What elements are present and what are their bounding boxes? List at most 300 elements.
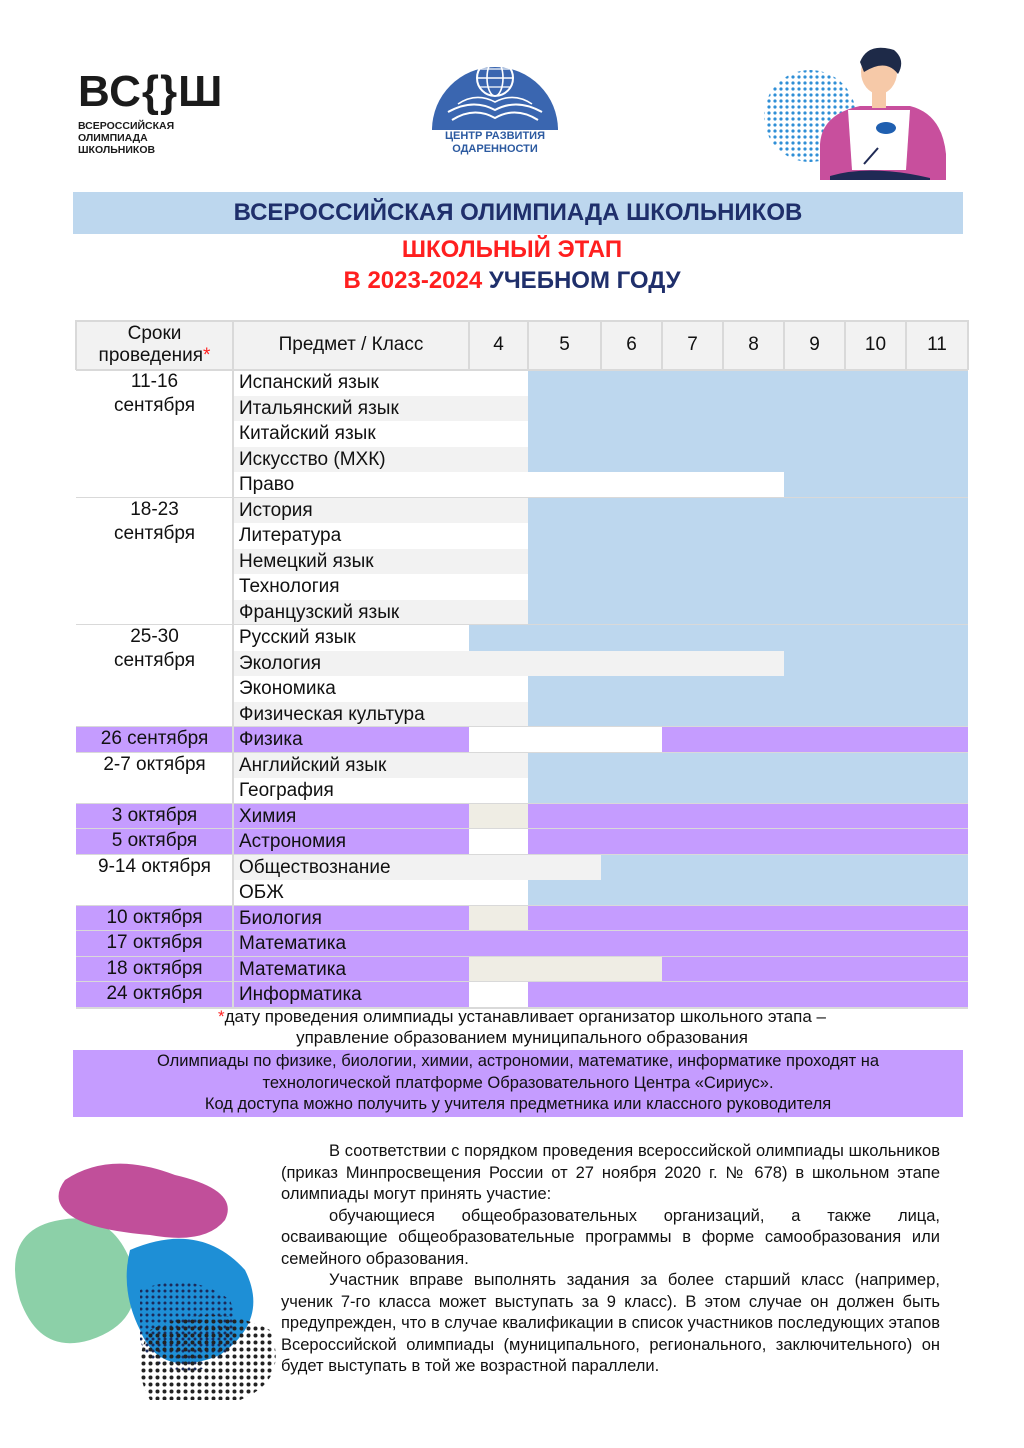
table-top-border — [76, 320, 968, 322]
grade-cell — [845, 829, 906, 855]
subject-cell: Технология — [233, 574, 469, 600]
footnote — [76, 1006, 968, 1048]
grade-cell — [528, 549, 601, 575]
grade-cell — [469, 651, 528, 677]
date-line: 17 октября — [106, 932, 203, 953]
header-star: * — [203, 345, 211, 366]
grade-cell — [601, 906, 662, 932]
subject-cell: Русский язык — [233, 625, 469, 651]
header-subject: Предмет / Класс — [233, 320, 469, 370]
grade-cell — [723, 396, 784, 422]
grade-cell — [723, 651, 784, 677]
grade-cell — [906, 753, 968, 779]
date-cell — [76, 982, 233, 1008]
grade-cell — [662, 651, 723, 677]
column-separator — [967, 320, 969, 370]
grade-cell — [723, 370, 784, 396]
grade-cell — [845, 906, 906, 932]
grade-cell — [528, 676, 601, 702]
grade-cell — [601, 855, 662, 881]
grade-cell — [528, 804, 601, 830]
year-subtitle-years: В 2023-2024 — [343, 267, 483, 294]
grade-cell — [601, 498, 662, 524]
header-grade: 7 — [662, 320, 723, 370]
subject-cell: География — [233, 778, 469, 804]
grade-cell — [784, 855, 845, 881]
grade-cell — [784, 957, 845, 983]
grade-cell — [784, 396, 845, 422]
grade-cell — [784, 370, 845, 396]
grade-cell — [662, 906, 723, 932]
footnote-line-1 — [76, 1006, 968, 1027]
grade-cell — [662, 472, 723, 498]
grade-cell — [784, 906, 845, 932]
subject-cell: Обществознание — [233, 855, 469, 881]
grade-cell — [528, 472, 601, 498]
grade-cell — [906, 906, 968, 932]
grade-cell — [601, 625, 662, 651]
grade-cell — [723, 625, 784, 651]
grade-cell — [906, 957, 968, 983]
grade-cell — [906, 880, 968, 906]
header-grade: 6 — [601, 320, 662, 370]
grade-cell — [528, 625, 601, 651]
grade-cell — [662, 574, 723, 600]
grade-cell — [906, 829, 968, 855]
header-separator — [76, 369, 968, 371]
grade-cell — [528, 421, 601, 447]
grade-cell — [845, 574, 906, 600]
grade-cell — [784, 982, 845, 1008]
grade-cell — [723, 676, 784, 702]
grade-cell — [469, 625, 528, 651]
header-grade: 11 — [906, 320, 968, 370]
grade-cell — [845, 523, 906, 549]
grade-cell — [845, 931, 906, 957]
date-cell — [76, 625, 233, 727]
grade-cell — [845, 549, 906, 575]
grade-cell — [528, 651, 601, 677]
grade-cell — [528, 957, 601, 983]
grade-cell — [469, 880, 528, 906]
grade-cell — [845, 855, 906, 881]
grade-cell — [845, 651, 906, 677]
date-cell — [76, 855, 233, 906]
grade-cell — [784, 472, 845, 498]
grade-cell — [845, 600, 906, 626]
grade-cell — [601, 702, 662, 728]
subject-cell: Итальянский язык — [233, 396, 469, 422]
grade-cell — [601, 523, 662, 549]
grade-cell — [528, 906, 601, 932]
grade-cell — [662, 498, 723, 524]
grade-cell — [601, 829, 662, 855]
page-title: ВСЕРОССИЙСКАЯ ОЛИМПИАДА ШКОЛЬНИКОВ — [233, 199, 803, 226]
grade-cell — [469, 523, 528, 549]
title-band — [73, 192, 963, 234]
grade-cell — [784, 600, 845, 626]
grade-cell — [906, 855, 968, 881]
grade-cell — [723, 421, 784, 447]
date-line: 24 октября — [106, 983, 203, 1004]
grade-cell — [784, 498, 845, 524]
grade-cell — [528, 931, 601, 957]
subject-cell: Французский язык — [233, 600, 469, 626]
header-grade: 4 — [469, 320, 528, 370]
header-grade: 10 — [845, 320, 906, 370]
grade-cell — [845, 421, 906, 447]
grade-cell — [723, 523, 784, 549]
grade-cell — [662, 727, 723, 753]
grade-cell — [845, 880, 906, 906]
subject-cell: Химия — [233, 804, 469, 830]
grade-cell — [469, 855, 528, 881]
footnote-line-2: управление образованием муниципального образования — [296, 1028, 748, 1047]
grade-cell — [601, 549, 662, 575]
grade-cell — [906, 676, 968, 702]
grade-cell — [601, 880, 662, 906]
grade-cell — [845, 472, 906, 498]
grade-cell — [528, 753, 601, 779]
grade-cell — [784, 880, 845, 906]
grade-cell — [723, 447, 784, 473]
grade-cell — [662, 855, 723, 881]
grade-cell — [469, 498, 528, 524]
grade-cell — [469, 829, 528, 855]
grade-cell — [784, 778, 845, 804]
grade-cell — [784, 702, 845, 728]
header-grade: 8 — [723, 320, 784, 370]
grade-cell — [528, 498, 601, 524]
grade-cell — [784, 421, 845, 447]
grade-cell — [906, 523, 968, 549]
vsosh-subtitle-line: ОЛИМПИАДА — [78, 132, 148, 144]
grade-cell — [469, 676, 528, 702]
grade-cell — [601, 472, 662, 498]
grade-cell — [469, 778, 528, 804]
grade-cell — [528, 855, 601, 881]
subject-cell: История — [233, 498, 469, 524]
schedule-table — [76, 320, 968, 1004]
subject-cell: Физическая культура — [233, 702, 469, 728]
grade-cell — [784, 625, 845, 651]
grade-cell — [723, 778, 784, 804]
grade-cell — [906, 600, 968, 626]
date-line: 2-7 октября — [103, 753, 206, 775]
vsosh-logo-subtitle — [78, 120, 268, 156]
subject-cell: Физика — [233, 727, 469, 753]
sirius-notice — [73, 1050, 963, 1117]
logo-text-line: ЦЕНТР РАЗВИТИЯ — [444, 130, 545, 142]
grade-cell — [906, 370, 968, 396]
student-illustration — [760, 44, 960, 180]
sirius-notice-line: Код доступа можно получить у учителя предметника или классного руководителя — [204, 1095, 832, 1113]
sirius-notice-line: Олимпиады по физике, биологии, химии, астрономии, математике, информатике проходят на — [156, 1052, 880, 1070]
grade-cell — [601, 600, 662, 626]
subject-cell: Искусство (МХК) — [233, 447, 469, 473]
date-line: 11-16 — [130, 371, 179, 392]
rules-text — [281, 1141, 940, 1378]
grade-cell — [723, 855, 784, 881]
header-dates — [76, 320, 233, 370]
date-line: 25-30 — [130, 626, 179, 647]
header-dates-line: Сроки — [127, 323, 182, 344]
grade-cell — [601, 421, 662, 447]
grade-cell — [528, 778, 601, 804]
date-cell — [76, 753, 233, 804]
date-line: 9-14 октября — [98, 855, 211, 877]
grade-cell — [662, 982, 723, 1008]
grade-cell — [662, 804, 723, 830]
grade-cell — [601, 753, 662, 779]
date-cell — [76, 804, 233, 830]
grade-cell — [723, 574, 784, 600]
year-subtitle-words: УЧЕБНОМ ГОДУ — [488, 267, 681, 294]
column-separator — [844, 320, 846, 370]
grade-cell — [469, 906, 528, 932]
column-separator — [527, 320, 529, 370]
subject-cell: ОБЖ — [233, 880, 469, 906]
grade-cell — [784, 753, 845, 779]
grade-cell — [528, 370, 601, 396]
date-line: 5 октября — [111, 830, 198, 851]
grade-cell — [469, 702, 528, 728]
grade-cell — [723, 727, 784, 753]
vsosh-subtitle-line: ШКОЛЬНИКОВ — [78, 144, 156, 156]
grade-cell — [845, 778, 906, 804]
grade-cell — [845, 498, 906, 524]
sirius-notice-line: технологической платформе Образовательного Центра «Сириус». — [262, 1073, 774, 1092]
globe-book-icon — [428, 42, 562, 132]
grade-cell — [469, 370, 528, 396]
talent-center-logo — [428, 42, 562, 162]
date-line: 10 октября — [106, 906, 203, 928]
vsosh-logo — [78, 67, 268, 160]
footnote-star: * — [217, 1007, 225, 1026]
grade-cell — [469, 600, 528, 626]
grade-cell — [601, 574, 662, 600]
grade-cell — [906, 702, 968, 728]
grade-cell — [469, 804, 528, 830]
grade-cell — [723, 906, 784, 932]
grade-cell — [845, 396, 906, 422]
subject-cell: Китайский язык — [233, 421, 469, 447]
header-grade: 5 — [528, 320, 601, 370]
grade-cell — [845, 676, 906, 702]
date-cell — [76, 370, 233, 498]
grade-cell — [784, 523, 845, 549]
date-cell — [76, 906, 233, 932]
grade-cell — [662, 778, 723, 804]
grade-cell — [723, 600, 784, 626]
subject-cell: Математика — [233, 957, 469, 983]
grade-cell — [528, 396, 601, 422]
grade-cell — [784, 574, 845, 600]
grade-cell — [845, 753, 906, 779]
grade-cell — [845, 447, 906, 473]
grade-cell — [845, 370, 906, 396]
grade-cell — [662, 829, 723, 855]
grade-cell — [662, 396, 723, 422]
grade-cell — [723, 880, 784, 906]
column-separator — [468, 320, 470, 370]
grade-cell — [601, 396, 662, 422]
grade-cell — [528, 982, 601, 1008]
date-cell — [76, 931, 233, 957]
date-cell — [76, 498, 233, 626]
grade-cell — [662, 753, 723, 779]
date-line: сентября — [113, 522, 196, 544]
grade-cell — [906, 778, 968, 804]
grade-cell — [906, 472, 968, 498]
grade-cell — [906, 421, 968, 447]
column-separator — [905, 320, 907, 370]
grade-cell — [469, 472, 528, 498]
subject-cell: Английский язык — [233, 753, 469, 779]
date-line: 18 октября — [106, 957, 203, 979]
grade-cell — [723, 931, 784, 957]
grade-cell — [662, 957, 723, 983]
grade-cell — [906, 574, 968, 600]
grade-cell — [601, 370, 662, 396]
subject-cell: Литература — [233, 523, 469, 549]
grade-cell — [662, 880, 723, 906]
grade-cell — [469, 549, 528, 575]
logo-text-line: ОДАРЕННОСТИ — [452, 143, 538, 155]
grade-cell — [469, 727, 528, 753]
rules-paragraph: В соответствии с порядком проведения всероссийской олимпиады школьников (приказ Минпросвещения России от 27 ноября 2020 г. № 678) в школьном этапе олимпиады могут принять участие: — [281, 1142, 940, 1203]
subject-cell: Астрономия — [233, 829, 469, 855]
grade-cell — [528, 447, 601, 473]
grade-cell — [469, 982, 528, 1008]
grade-cell — [662, 447, 723, 473]
grade-cell — [528, 880, 601, 906]
grade-cell — [845, 702, 906, 728]
grade-cell — [662, 523, 723, 549]
subject-cell: Информатика — [233, 982, 469, 1008]
grade-cell — [906, 549, 968, 575]
date-line: сентября — [113, 395, 196, 416]
grade-cell — [906, 931, 968, 957]
column-separator — [783, 320, 785, 370]
grade-cell — [528, 702, 601, 728]
grade-cell — [906, 447, 968, 473]
grade-cell — [662, 676, 723, 702]
talent-center-logo-text — [428, 130, 562, 156]
grade-cell — [845, 625, 906, 651]
decorative-blobs — [0, 1150, 290, 1400]
column-separator — [600, 320, 602, 370]
year-subtitle — [0, 267, 1024, 295]
date-cell — [76, 829, 233, 855]
grade-cell — [528, 727, 601, 753]
grade-cell — [528, 829, 601, 855]
date-line: 3 октября — [111, 804, 198, 826]
subject-cell: Немецкий язык — [233, 549, 469, 575]
grade-cell — [469, 931, 528, 957]
grade-cell — [723, 804, 784, 830]
header-dates-line: проведения* — [98, 345, 211, 366]
grade-cell — [784, 829, 845, 855]
grade-cell — [601, 651, 662, 677]
grade-cell — [784, 447, 845, 473]
grade-cell — [723, 498, 784, 524]
grade-cell — [469, 957, 528, 983]
subject-cell: Экономика — [233, 676, 469, 702]
grade-cell — [601, 778, 662, 804]
grade-cell — [845, 804, 906, 830]
grade-cell — [906, 982, 968, 1008]
grade-cell — [528, 523, 601, 549]
grade-cell — [469, 396, 528, 422]
grade-cell — [528, 600, 601, 626]
stage-subtitle: ШКОЛЬНЫЙ ЭТАП — [401, 236, 623, 263]
grade-cell — [601, 676, 662, 702]
subject-cell: Биология — [233, 906, 469, 932]
date-line: сентября — [113, 650, 196, 671]
grade-cell — [723, 829, 784, 855]
grade-cell — [784, 676, 845, 702]
subject-cell: Право — [233, 472, 469, 498]
grade-cell — [723, 753, 784, 779]
grade-cell — [723, 957, 784, 983]
grade-cell — [662, 421, 723, 447]
grade-cell — [906, 804, 968, 830]
grade-cell — [784, 549, 845, 575]
grade-cell — [723, 702, 784, 728]
date-line: 26 сентября — [100, 728, 209, 749]
grade-cell — [906, 651, 968, 677]
subject-cell: Математика — [233, 931, 469, 957]
grade-cell — [662, 931, 723, 957]
header-grade: 9 — [784, 320, 845, 370]
grade-cell — [601, 727, 662, 753]
date-column-border — [232, 320, 234, 1008]
grade-cell — [906, 498, 968, 524]
grade-cell — [601, 447, 662, 473]
grade-cell — [662, 625, 723, 651]
grade-cell — [662, 370, 723, 396]
grade-cell — [784, 931, 845, 957]
subject-cell: Экология — [233, 651, 469, 677]
grade-cell — [662, 702, 723, 728]
grade-cell — [845, 982, 906, 1008]
grade-cell — [469, 447, 528, 473]
rules-paragraph: Участник вправе выполнять задания за более старший класс (например, ученик 7-го класса может выступать за 9 класс). В этом случае он должен быть предупрежден, что в случае квалификации в список участников последующих этапов Всероссийской олимпиады (муниципального, регионального, заключительного) он будет выступать в той же возрастной параллели. — [281, 1271, 940, 1375]
grade-cell — [662, 549, 723, 575]
grade-cell — [469, 574, 528, 600]
column-separator — [722, 320, 724, 370]
vsosh-subtitle-line: ВСЕРОССИЙСКАЯ — [78, 120, 175, 132]
grade-cell — [601, 931, 662, 957]
grade-cell — [601, 982, 662, 1008]
grade-cell — [469, 421, 528, 447]
grade-cell — [723, 472, 784, 498]
rules-paragraph: обучающиеся общеобразовательных организаций, а также лица, осваивающие общеобразовательные программы в форме самообразования или семейного образования. — [281, 1206, 940, 1268]
grade-cell — [784, 651, 845, 677]
grade-cell — [906, 727, 968, 753]
date-line: 18-23 — [130, 498, 179, 520]
grade-cell — [528, 574, 601, 600]
grade-cell — [601, 804, 662, 830]
grade-cell — [469, 753, 528, 779]
grade-cell — [906, 625, 968, 651]
date-cell — [76, 727, 233, 753]
grade-cell — [845, 957, 906, 983]
subject-cell: Испанский язык — [233, 370, 469, 396]
grade-cell — [723, 549, 784, 575]
grade-cell — [784, 804, 845, 830]
